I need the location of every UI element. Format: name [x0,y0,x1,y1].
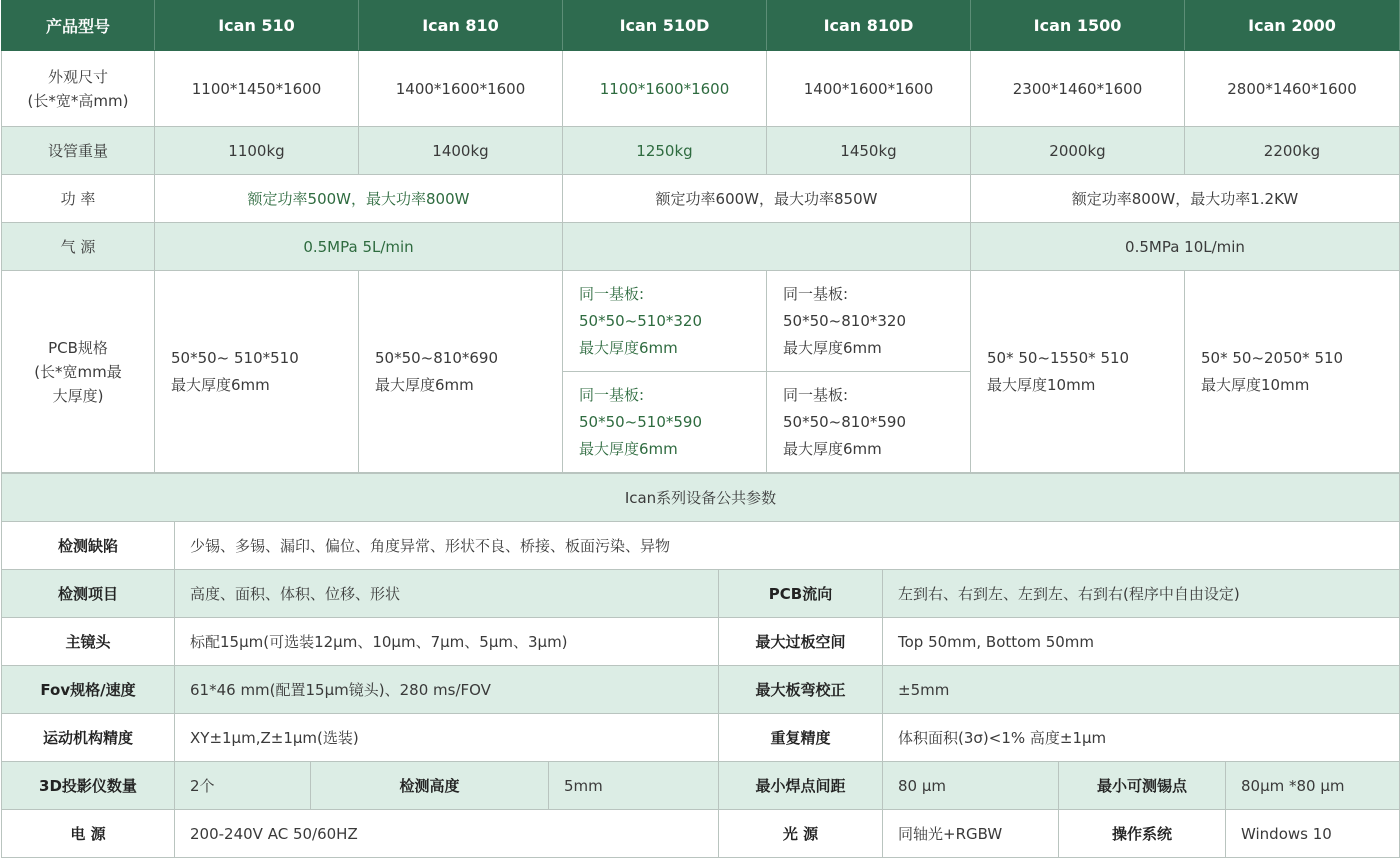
weight-label: 设管重量 [2,127,155,175]
projector-row [2,762,1400,810]
min-point-value: 80μm *80 μm [1226,762,1400,810]
common-title-row [2,474,1400,522]
warp-value: ±5mm [883,666,1400,714]
min-point-label: 最小可测锡点 [1059,762,1226,810]
defects-row [2,522,1400,570]
weight-810d: 1450kg [767,127,971,175]
common-params-table [1,473,1400,858]
motion-row [2,714,1400,762]
os-value: Windows 10 [1226,810,1400,858]
weight-810: 1400kg [359,127,563,175]
supply-value: 200-240V AC 50/60HZ [175,810,719,858]
air-1500-2000: 0.5MPa 10L/min [971,223,1400,271]
pcb-810: 50*50~810*690 最大厚度6mm [359,271,563,473]
pcb-810d-b: 同一基板: 50*50~810*590 最大厚度6mm [767,372,971,473]
supply-row [2,810,1400,858]
items-label: 检测项目 [2,570,175,618]
items-value: 高度、面积、体积、位移、形状 [175,570,719,618]
light-label: 光 源 [719,810,883,858]
dim-510: 1100*1450*1600 [155,51,359,127]
pcb-510: 50*50~ 510*510 最大厚度6mm [155,271,359,473]
dimensions-label: 外观尺寸 (长*宽*高mm) [2,51,155,127]
os-label: 操作系统 [1059,810,1226,858]
defects-value: 少锡、多锡、漏印、偏位、角度异常、形状不良、桥接、板面污染、异物 [175,522,1400,570]
pcb-flow-label: PCB流向 [719,570,883,618]
fov-value: 61*46 mm(配置15μm镜头)、280 ms/FOV [175,666,719,714]
header-ican-510d: Ican 510D [563,1,767,51]
repeat-value: 体积面积(3σ)<1% 高度±1μm [883,714,1400,762]
height-label: 检测高度 [311,762,549,810]
power-label: 功 率 [2,175,155,223]
air-510-810: 0.5MPa 5L/min [155,223,563,271]
lens-label: 主镜头 [2,618,175,666]
pcb-2000: 50* 50~2050* 510 最大厚度10mm [1185,271,1400,473]
repeat-label: 重复精度 [719,714,883,762]
header-ican-810: Ican 810 [359,1,563,51]
header-row [2,1,1400,51]
common-title: Ican系列设备公共参数 [2,474,1400,522]
motion-label: 运动机构精度 [2,714,175,762]
header-ican-2000: Ican 2000 [1185,1,1400,51]
weight-1500: 2000kg [971,127,1185,175]
weight-row [2,127,1400,175]
projector-label: 3D投影仪数量 [2,762,175,810]
power-1500-2000: 额定功率800W，最大功率1.2KW [971,175,1400,223]
projector-value: 2个 [175,762,311,810]
lens-row [2,618,1400,666]
pcb-510d-b: 同一基板: 50*50~510*590 最大厚度6mm [563,372,767,473]
defects-label: 检测缺陷 [2,522,175,570]
pcb-1500: 50* 50~1550* 510 最大厚度10mm [971,271,1185,473]
lens-value: 标配15μm(可选装12μm、10μm、7μm、5μm、3μm) [175,618,719,666]
dimensions-row [2,51,1400,127]
pitch-value: 80 μm [883,762,1059,810]
power-510-810: 额定功率500W，最大功率800W [155,175,563,223]
weight-2000: 2200kg [1185,127,1400,175]
air-label: 气 源 [2,223,155,271]
fov-label: Fov规格/速度 [2,666,175,714]
dim-2000: 2800*1460*1600 [1185,51,1400,127]
dim-810d: 1400*1600*1600 [767,51,971,127]
pitch-label: 最小焊点间距 [719,762,883,810]
air-510d-810d [563,223,971,271]
motion-value: XY±1μm,Z±1μm(选装) [175,714,719,762]
header-model: 产品型号 [2,1,155,51]
dim-510d: 1100*1600*1600 [563,51,767,127]
pcb-label: PCB规格 (长*宽mm最 大厚度) [2,271,155,473]
pcb-flow-value: 左到右、右到左、左到左、右到右(程序中自由设定) [883,570,1400,618]
fov-row [2,666,1400,714]
clearance-label: 最大过板空间 [719,618,883,666]
air-row [2,223,1400,271]
dim-1500: 2300*1460*1600 [971,51,1185,127]
warp-label: 最大板弯校正 [719,666,883,714]
header-ican-510: Ican 510 [155,1,359,51]
pcb-510d-a: 同一基板: 50*50~510*320 最大厚度6mm [563,271,767,372]
header-ican-1500: Ican 1500 [971,1,1185,51]
dim-810: 1400*1600*1600 [359,51,563,127]
power-510d-810d: 额定功率600W，最大功率850W [563,175,971,223]
items-row [2,570,1400,618]
supply-label: 电 源 [2,810,175,858]
height-value: 5mm [549,762,719,810]
product-spec-table [1,0,1400,473]
clearance-value: Top 50mm, Bottom 50mm [883,618,1400,666]
power-row [2,175,1400,223]
weight-510d: 1250kg [563,127,767,175]
pcb-810d-a: 同一基板: 50*50~810*320 最大厚度6mm [767,271,971,372]
pcb-row [2,271,1400,372]
header-ican-810d: Ican 810D [767,1,971,51]
weight-510: 1100kg [155,127,359,175]
light-value: 同轴光+RGBW [883,810,1059,858]
